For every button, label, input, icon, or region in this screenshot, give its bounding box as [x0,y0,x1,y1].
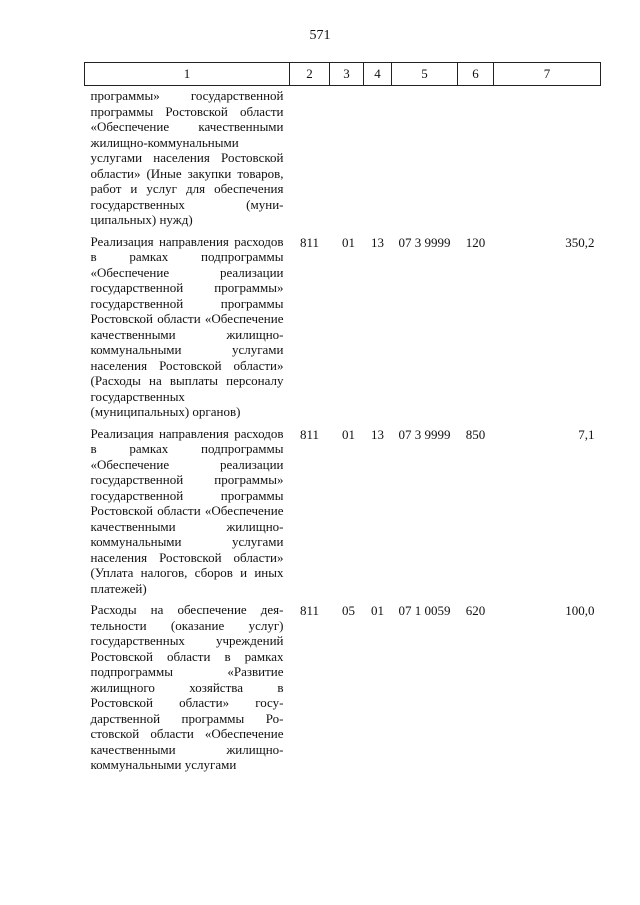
row-subsection-code [364,86,392,234]
row-description: Расходы на обеспечение деятельности (оказание услуг) государственных учреждений Ростовской области в рамках подпрограммы «Развитие жилищного хозяйства в Ростовской области» государственной программы Ростовской области «Обеспечение качественными жилищно-коммунальными услугами [90,602,284,772]
header-col-3: 3 [330,63,364,86]
table-row [85,426,601,603]
row-section-code: 05 [342,603,355,618]
row-subsection-code: 13 [371,426,384,442]
row-amount [494,86,601,234]
header-col-4: 4 [364,63,392,86]
row-ministry-code: 811 [299,603,320,618]
page-number: 571 [309,28,331,43]
row-target-code: 07 3 9999 [398,234,451,250]
budget-table [84,62,601,779]
row-amount: 7,1 [578,426,595,442]
table-row [85,602,601,779]
table-row [85,234,601,426]
row-expense-type-code: 850 [465,426,486,442]
header-col-2: 2 [290,63,330,86]
row-description: Реализация направления расходов в рамках подпрограммы «Обеспечение реализации государственной программы» государственной программы Ростовской области «Обеспечение качественными жилищно-коммунальными услугами населения Ростовской области» (Уплата налогов, сборов и иных платежей) [90,425,284,596]
row-ministry-code: 811 [299,426,320,442]
row-section-code: 01 [342,234,355,250]
row-ministry-code: 811 [299,234,320,250]
row-target-code: 07 1 0059 [398,603,451,618]
table-header [85,63,601,86]
header-col-6: 6 [458,63,494,86]
row-section-code [330,86,364,234]
table-row [85,86,601,234]
header-row [85,63,601,86]
header-col-5: 5 [392,63,458,86]
row-subsection-code: 01 [371,603,384,618]
row-expense-type-code [458,86,494,234]
row-expense-type-code: 120 [465,234,486,250]
row-ministry-code [290,86,330,234]
row-target-code: 07 3 9999 [398,426,451,442]
row-section-code: 01 [342,426,355,442]
row-amount: 350,2 [565,234,595,250]
header-col-1: 1 [85,63,290,86]
row-description: программы» государственной программы Ростовской области «Обеспечение качественными жилищно-коммунальными услугами населения Ростовской области» (Иные закупки товаров, работ и услуг для обеспечения государственных (муниципальных) нужд) [90,88,284,227]
row-description: Реализация направления расходов в рамках подпрограммы «Обеспечение реализации государственной программы» государственной программы Ростовской области «Обеспечение качественными жилищно-коммунальными услугами населения Ростовской области» (Расходы на выплаты персоналу государственных (муниципальных) органов) [90,233,284,419]
table-body [85,86,601,779]
header-col-7: 7 [494,63,601,86]
row-target-code [392,86,458,234]
row-amount: 100,0 [565,603,595,618]
row-expense-type-code: 620 [465,603,486,618]
row-subsection-code: 13 [371,234,384,250]
